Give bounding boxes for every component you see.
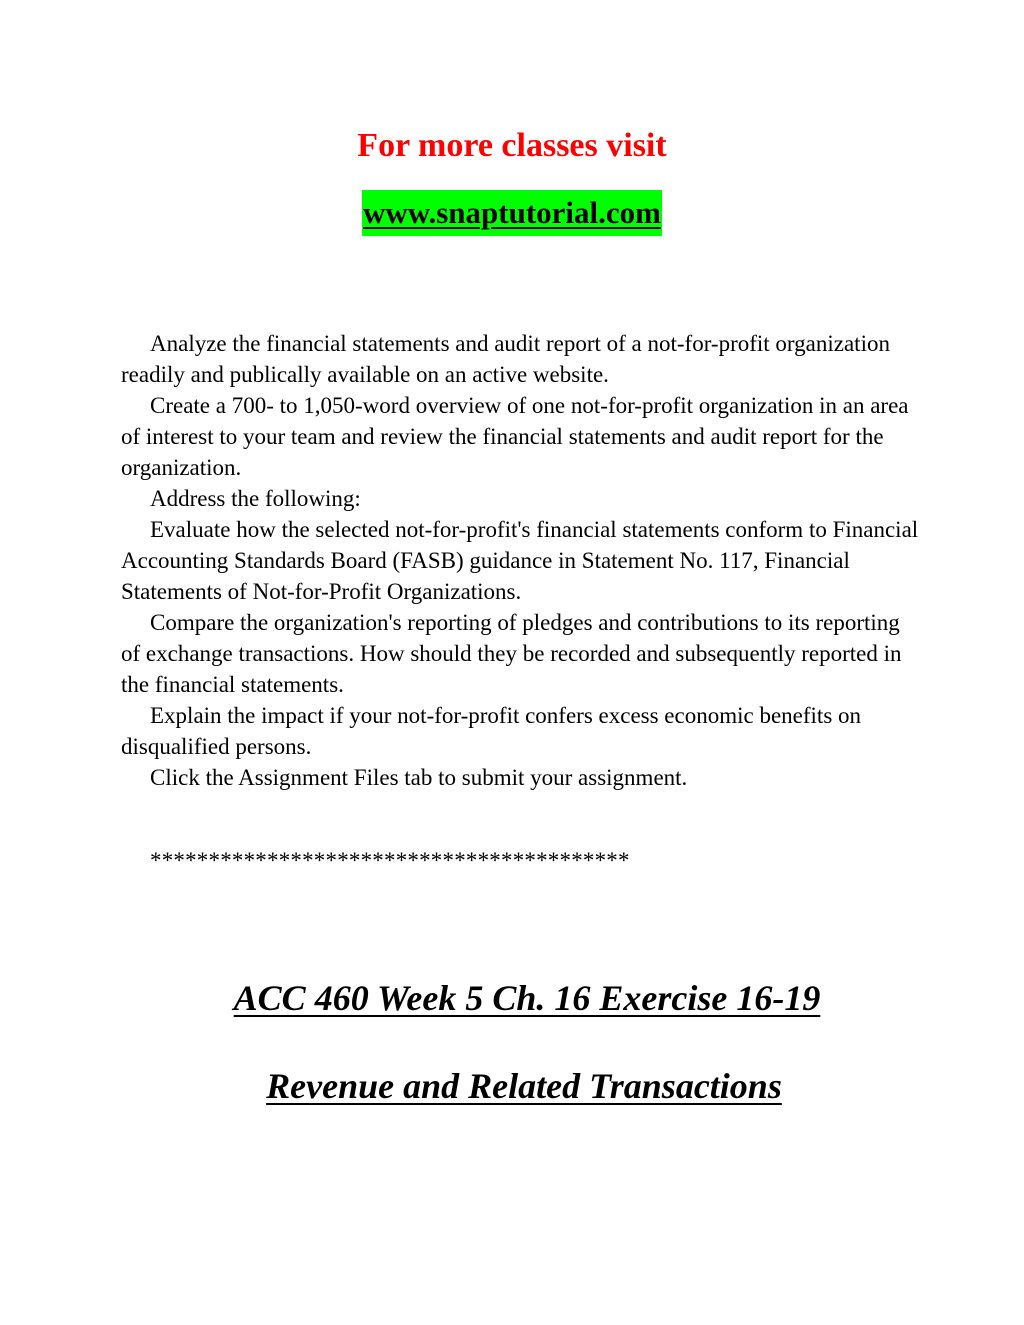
- instruction-paragraph: Address the following:: [150, 486, 361, 511]
- instruction-paragraph: Create a 700- to 1,050-word overview of one not-for-profit organization in an area of interest to your team and review the financial statements and audit report for the organization.: [121, 393, 909, 480]
- course-subtitle: Revenue and Related Transactions: [266, 1066, 782, 1106]
- instruction-paragraph: Evaluate how the selected not-for-profit's financial statements conform to Financial Accounting Standards Board (FASB) guidance in Statement No. 117, Financial Statements of Not-for-Profit Organizations.: [121, 517, 919, 604]
- instruction-paragraph: Explain the impact if your not-for-profit confers excess economic benefits on disqualified persons.: [121, 703, 862, 759]
- promo-link-container: [0, 190, 1024, 236]
- snaptutorial-link[interactable]: www.snaptutorial.com: [362, 190, 662, 236]
- promo-heading: For more classes visit: [357, 127, 667, 164]
- instruction-paragraph: Analyze the financial statements and audit report of a not-for-profit organization readily and publically available on an active website.: [121, 331, 890, 387]
- asterisk-separator: *****************************************: [150, 848, 630, 873]
- instruction-paragraph: Compare the organization's reporting of pledges and contributions to its reporting of exchange transactions. How should they be recorded and subsequently reported in the financial statements.: [121, 610, 902, 697]
- instruction-paragraph: Click the Assignment Files tab to submit your assignment.: [150, 765, 688, 790]
- course-title: ACC 460 Week 5 Ch. 16 Exercise 16-19: [233, 978, 821, 1018]
- assignment-instructions: [121, 328, 921, 793]
